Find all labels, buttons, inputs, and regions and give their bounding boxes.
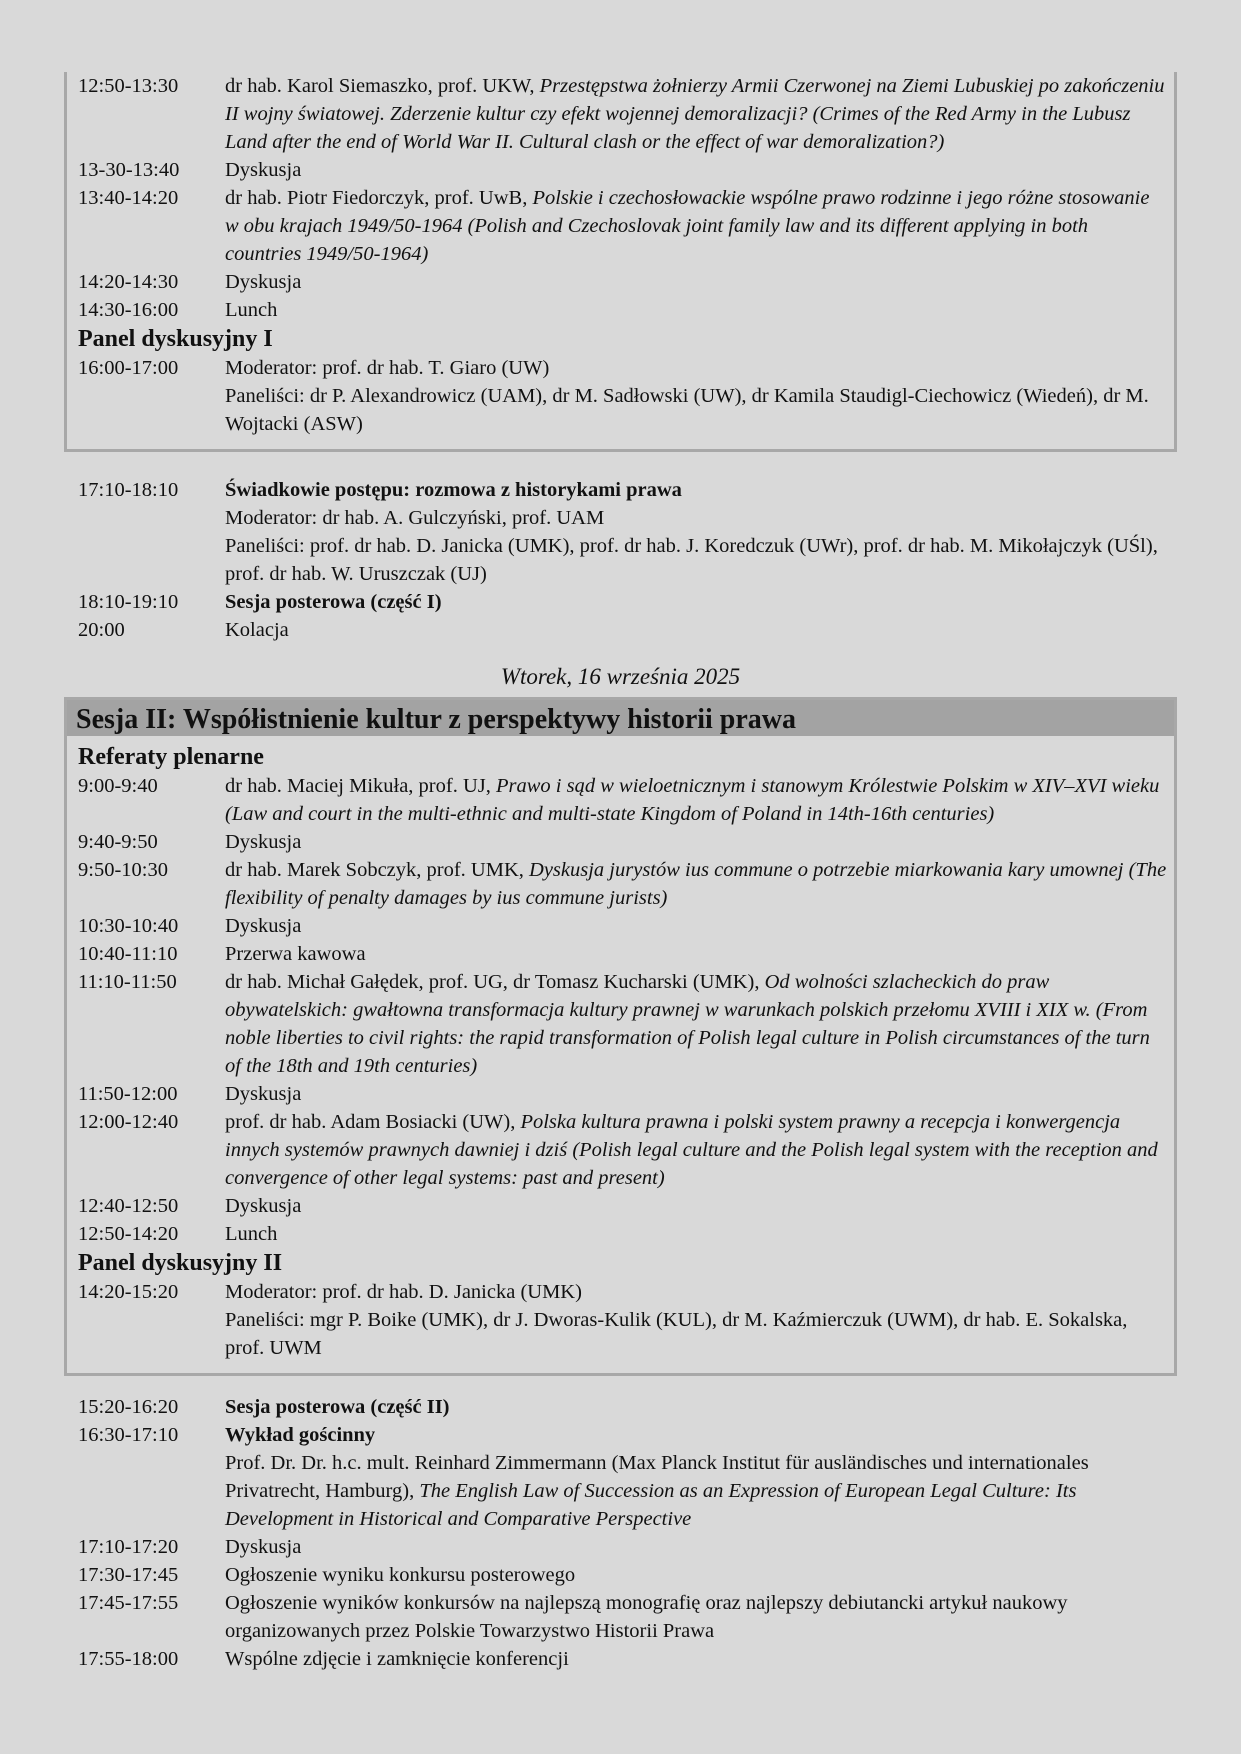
row-content — [225, 296, 1168, 324]
row-text: Dyskusja — [225, 915, 302, 937]
row-time: 16:30-17:10 — [78, 1424, 179, 1446]
row-bold-text: Sesja posterowa (część II) — [225, 1396, 450, 1418]
row-title-italic: Dyskusja jurystów ius commune o potrzebie miarkowania kary umownej (The flexibility of penalty damages by ius commune jurists) — [225, 859, 1167, 909]
schedule-row — [78, 1645, 1168, 1673]
row-content — [225, 912, 1168, 940]
row-text: Ogłoszenie wyników konkursów na najlepszą monografię oraz najlepszy debiutancki artykuł naukowy organizowanych przez Polskie Towarzystwo Historii Prawa — [225, 1592, 1068, 1642]
row-content — [225, 856, 1168, 912]
session2-rows — [78, 772, 1168, 1248]
schedule-row — [78, 1220, 1168, 1248]
row-time: 12:50-14:20 — [78, 1223, 179, 1245]
row-bold-text: Sesja posterowa (część I) — [225, 591, 442, 613]
row-text: Dyskusja — [225, 831, 302, 853]
row-time — [78, 504, 225, 532]
session-2-subtitle: Referaty plenarne — [78, 744, 264, 770]
block3-rows — [78, 1393, 1168, 1673]
schedule-row — [78, 354, 1168, 382]
row-text: Dyskusja — [225, 1536, 302, 1558]
row-time: 10:40-11:10 — [78, 943, 178, 965]
schedule-row — [78, 532, 1168, 588]
row-content — [225, 940, 1168, 968]
schedule-row — [78, 476, 1168, 504]
row-text: Dyskusja — [225, 1195, 302, 1217]
row-title-italic: The English Law of Succession as an Expression of European Legal Culture: Its Development in Historical and Comparative Perspective — [225, 1480, 1077, 1530]
row-text: Lunch — [225, 1223, 278, 1245]
row-time: 12:00-12:40 — [78, 1111, 179, 1133]
panel-2-rows — [78, 1278, 1168, 1362]
row-content — [225, 156, 1168, 184]
schedule-row — [78, 940, 1168, 968]
panel-title-2: Panel dyskusyjny II — [78, 1250, 283, 1276]
panel-1-rows — [78, 354, 1168, 438]
session-2-title: Sesja II: Współistnienie kultur z perspektywy historii prawa — [67, 700, 1174, 736]
schedule-row — [78, 1080, 1168, 1108]
row-time: 9:40-9:50 — [78, 831, 158, 853]
schedule-row — [78, 588, 1168, 616]
schedule-row — [78, 1589, 1168, 1645]
schedule-row — [78, 1421, 1168, 1449]
row-bold-text: Świadkowie postępu: rozmowa z historykami prawa — [225, 479, 682, 501]
schedule-row — [78, 1533, 1168, 1561]
row-text: Ogłoszenie wyniku konkursu posterowego — [225, 1564, 576, 1586]
row-text: prof. dr hab. Adam Bosiacki (UW), — [225, 1111, 521, 1133]
block1 — [78, 72, 1168, 438]
schedule-row — [78, 268, 1168, 296]
schedule-row — [78, 856, 1168, 912]
row-text: dr hab. Piotr Fiedorczyk, prof. UwB, — [225, 187, 533, 209]
schedule-row — [78, 1278, 1168, 1306]
row-text: dr hab. Marek Sobczyk, prof. UMK, — [225, 859, 530, 881]
row-content — [225, 616, 1168, 644]
row-text: Lunch — [225, 299, 278, 321]
row-time: 11:50-12:00 — [78, 1083, 178, 1105]
row-time: 10:30-10:40 — [78, 915, 179, 937]
row-content — [225, 1393, 1168, 1421]
row-content — [225, 1645, 1168, 1673]
block1-rows — [78, 72, 1168, 324]
row-title-italic: Od wolności szlacheckich do praw obywatelskich: gwałtowna transformacja kultury prawnej w warunkach polskich przełomu XVIII i XIX w. (From noble liberties to civil rights: the rapid transformation of Polish legal culture in Polish circumstances of the turn of the 18th and 19th centuries) — [225, 971, 1150, 1077]
row-time: 16:00-17:00 — [78, 357, 179, 379]
row-content — [225, 1561, 1168, 1589]
row-content — [225, 532, 1168, 588]
row-title-italic: Przestępstwa żołnierzy Armii Czerwonej na Ziemi Lubuskiej po zakończeniu II wojny światowej. Zderzenie kultur czy efekt wojennej demoralizacji? (Crimes of the Red Army in the Lubusz Land after the end of World War II. Cultural clash or the effect of war demoralization?) — [225, 75, 1165, 153]
row-content — [225, 1080, 1168, 1108]
row-content — [225, 828, 1168, 856]
row-content — [225, 1108, 1168, 1192]
schedule-row — [78, 912, 1168, 940]
row-content — [225, 588, 1168, 616]
row-content — [225, 1421, 1168, 1449]
row-text: Przerwa kawowa — [225, 943, 366, 965]
session2 — [78, 742, 1168, 1362]
row-text: Paneliści: prof. dr hab. D. Janicka (UMK), prof. dr hab. J. Koredczuk (UWr), prof. dr hab. M. Mikołajczyk (UŚl), prof. dr hab. W. Uruszczak (UJ) — [225, 535, 1158, 585]
row-time: 13:40-14:20 — [78, 187, 179, 209]
block2-rows — [78, 476, 1168, 644]
schedule-row — [78, 1449, 1168, 1533]
schedule-row — [78, 296, 1168, 324]
row-time: 17:30-17:45 — [78, 1564, 179, 1586]
row-time: 17:55-18:00 — [78, 1648, 179, 1670]
row-time: 17:10-17:20 — [78, 1536, 179, 1558]
row-time: 9:50-10:30 — [78, 859, 168, 881]
row-time: 12:40-12:50 — [78, 1195, 179, 1217]
row-time: 9:00-9:40 — [78, 775, 158, 797]
row-time: 17:45-17:55 — [78, 1592, 179, 1614]
schedule-row — [78, 1393, 1168, 1421]
row-text: Wspólne zdjęcie i zamknięcie konferencji — [225, 1648, 569, 1670]
row-time: 18:10-19:10 — [78, 591, 179, 613]
row-time — [78, 382, 225, 438]
row-content — [225, 1449, 1168, 1533]
row-text: Kolacja — [225, 619, 289, 641]
row-text: Dyskusja — [225, 159, 302, 181]
row-content — [225, 1220, 1168, 1248]
schedule-row — [78, 968, 1168, 1080]
row-text: Paneliści: dr P. Alexandrowicz (UAM), dr M. Sadłowski (UW), dr Kamila Staudigl-Ciechowicz (Wiedeń), dr M. Wojtacki (ASW) — [225, 385, 1149, 435]
row-text: Moderator: prof. dr hab. D. Janicka (UMK) — [225, 1281, 582, 1303]
row-content — [225, 476, 1168, 504]
row-text: dr hab. Maciej Mikuła, prof. UJ, — [225, 775, 496, 797]
row-time: 13-30-13:40 — [78, 159, 180, 181]
row-content — [225, 968, 1168, 1080]
row-content — [225, 72, 1168, 156]
row-time: 11:10-11:50 — [78, 971, 177, 993]
row-content — [225, 1306, 1168, 1362]
schedule-row — [78, 772, 1168, 828]
row-time: 20:00 — [78, 619, 125, 641]
row-text: Moderator: prof. dr hab. T. Giaro (UW) — [225, 357, 550, 379]
row-time — [78, 1306, 225, 1362]
row-content — [225, 268, 1168, 296]
row-text: Paneliści: mgr P. Boike (UMK), dr J. Dworas-Kulik (KUL), dr M. Kaźmierczuk (UWM), dr hab. E. Sokalska, prof. UWM — [225, 1309, 1128, 1359]
row-content — [225, 1589, 1168, 1645]
panel-title-1: Panel dyskusyjny I — [78, 326, 273, 352]
row-title-italic: Polskie i czechosłowackie wspólne prawo rodzinne i jego różne stosowanie w obu krajach 1949/50-1964 (Polish and Czechoslovak joint family law and its different applying in both countries 1949/50-1964) — [225, 187, 1150, 265]
row-time — [78, 532, 225, 588]
schedule-row — [78, 616, 1168, 644]
row-text: Dyskusja — [225, 1083, 302, 1105]
row-text: Prof. Dr. Dr. h.c. mult. Reinhard Zimmermann (Max Planck Institut für ausländisches und internationales Privatrecht, Hamburg), — [225, 1452, 1089, 1502]
schedule-row — [78, 828, 1168, 856]
row-content — [225, 1192, 1168, 1220]
row-title-italic: Polska kultura prawna i polski system prawny a recepcja i konwergencja innych systemów prawnych dawniej i dziś (Polish legal culture and the Polish legal system with the reception and convergence of other legal systems: past and present) — [225, 1111, 1158, 1189]
row-time: 15:20-16:20 — [78, 1396, 179, 1418]
row-content — [225, 772, 1168, 828]
row-content — [225, 1278, 1168, 1306]
row-time: 17:10-18:10 — [78, 479, 179, 501]
block2 — [78, 476, 1168, 644]
row-time: 14:20-14:30 — [78, 271, 179, 293]
schedule-row — [78, 382, 1168, 438]
schedule-row — [78, 1306, 1168, 1362]
row-text: Moderator: dr hab. A. Gulczyński, prof. UAM — [225, 507, 605, 529]
row-text: dr hab. Michał Gałędek, prof. UG, dr Tomasz Kucharski (UMK), — [225, 971, 765, 993]
row-text: Dyskusja — [225, 271, 302, 293]
row-time: 14:30-16:00 — [78, 299, 179, 321]
row-bold-text: Wykład gościnny — [225, 1424, 376, 1446]
schedule-row — [78, 156, 1168, 184]
block3 — [78, 1393, 1168, 1673]
date-line: Wtorek, 16 września 2025 — [500, 664, 741, 689]
row-time — [78, 1449, 225, 1533]
row-content — [225, 184, 1168, 268]
schedule-row — [78, 72, 1168, 156]
row-time: 14:20-15:20 — [78, 1281, 179, 1303]
row-title-italic: Prawo i sąd w wieloetnicznym i stanowym Królestwie Polskim w XIV–XVI wieku (Law and court in the multi-ethnic and multi-state Kingdom of Poland in 14th-16th centuries) — [225, 775, 1160, 825]
row-time: 12:50-13:30 — [78, 75, 179, 97]
row-content — [225, 382, 1168, 438]
row-content — [225, 354, 1168, 382]
schedule-row — [78, 1108, 1168, 1192]
row-text: dr hab. Karol Siemaszko, prof. UKW, — [225, 75, 540, 97]
schedule-row — [78, 1561, 1168, 1589]
schedule-row — [78, 1192, 1168, 1220]
schedule-row — [78, 184, 1168, 268]
row-content — [225, 1533, 1168, 1561]
schedule-row — [78, 504, 1168, 532]
row-content — [225, 504, 1168, 532]
